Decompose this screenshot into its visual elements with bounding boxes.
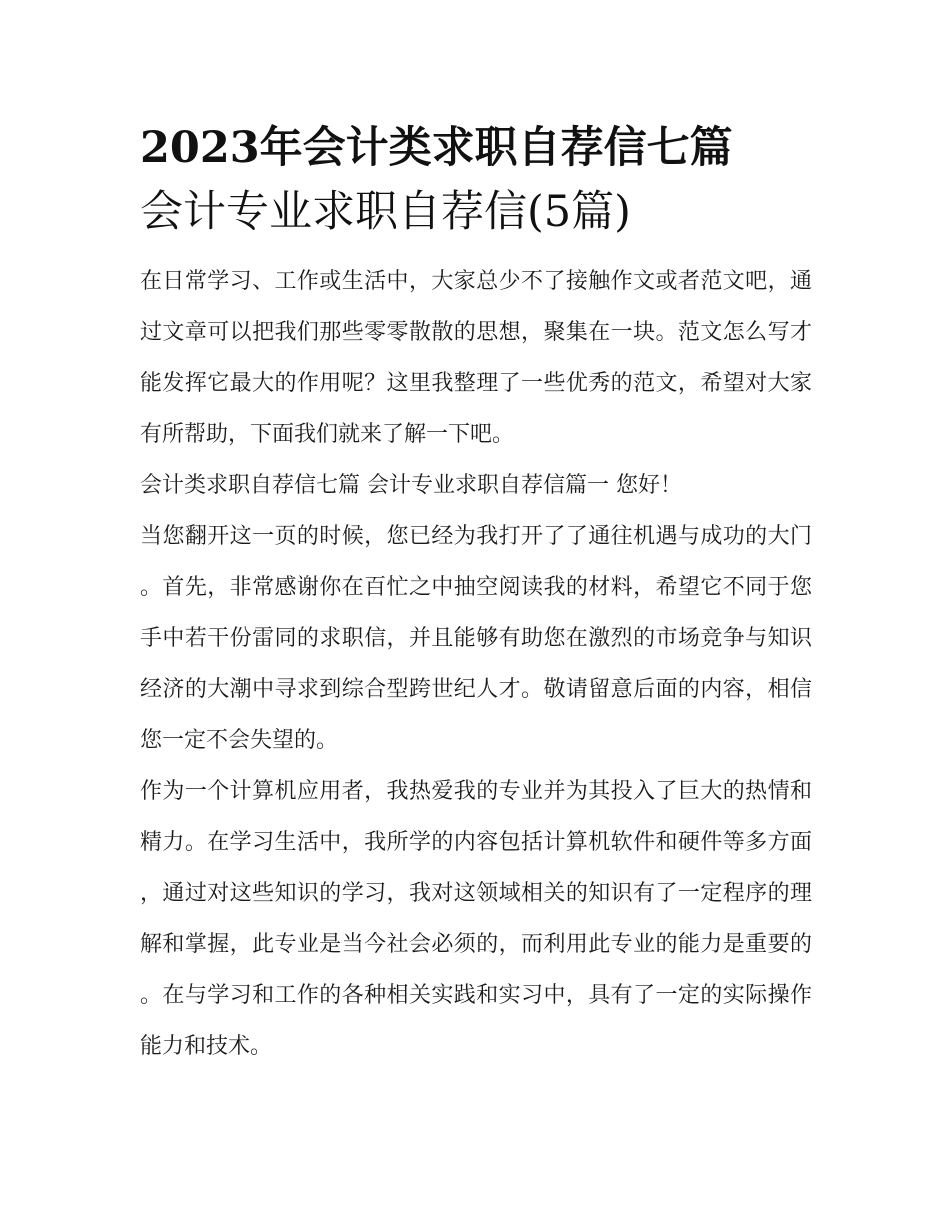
paragraph-intro: 在日常学习、工作或生活中，大家总少不了接触作文或者范文吧，通过文章可以把我们那些零零散散的思想，聚集在一块。范文怎么写才能发挥它最大的作用呢？这里我整理了一些优秀的范文，希望对大家有所帮助，下面我们就来了解一下吧。 — [140, 269, 812, 447]
document-title — [140, 116, 812, 244]
paragraph-opening: 当您翻开这一页的时候，您已经为我打开了了通往机遇与成功的大门。首先，非常感谢你在百忙之中抽空阅读我的材料，希望它不同于您手中若干份雷同的求职信，并且能够有助您在激烈的市场竞争与知识经济的大潮中寻求到综合型跨世纪人才。敬请留意后面的内容，相信您一定不会失望的。 — [140, 524, 812, 753]
document-page — [140, 116, 812, 1072]
document-title-line-1-text: 2023年会计类求职自荐信七篇 — [140, 123, 733, 173]
document-title-line-1 — [140, 116, 812, 180]
paragraph-major: 作为一个计算机应用者，我热爱我的专业并为其投入了巨大的热情和精力。在学习生活中，我所学的内容包括计算机软件和硬件等多方面，通过对这些知识的学习，我对这领域相关的知识有了一定程序的理解和掌握，此专业是当今社会必须的，而利用此专业的能力是重要的。在与学习和工作的各种相关实践和实习中，具有了一定的实际操作能力和技术。 — [140, 779, 812, 1059]
paragraph-heading-greeting: 会计类求职自荐信七篇 会计专业求职自荐信篇一 您好！ — [140, 473, 682, 498]
document-body — [140, 256, 812, 1072]
document-title-line-2: 会计专业求职自荐信(5篇) — [140, 187, 631, 237]
